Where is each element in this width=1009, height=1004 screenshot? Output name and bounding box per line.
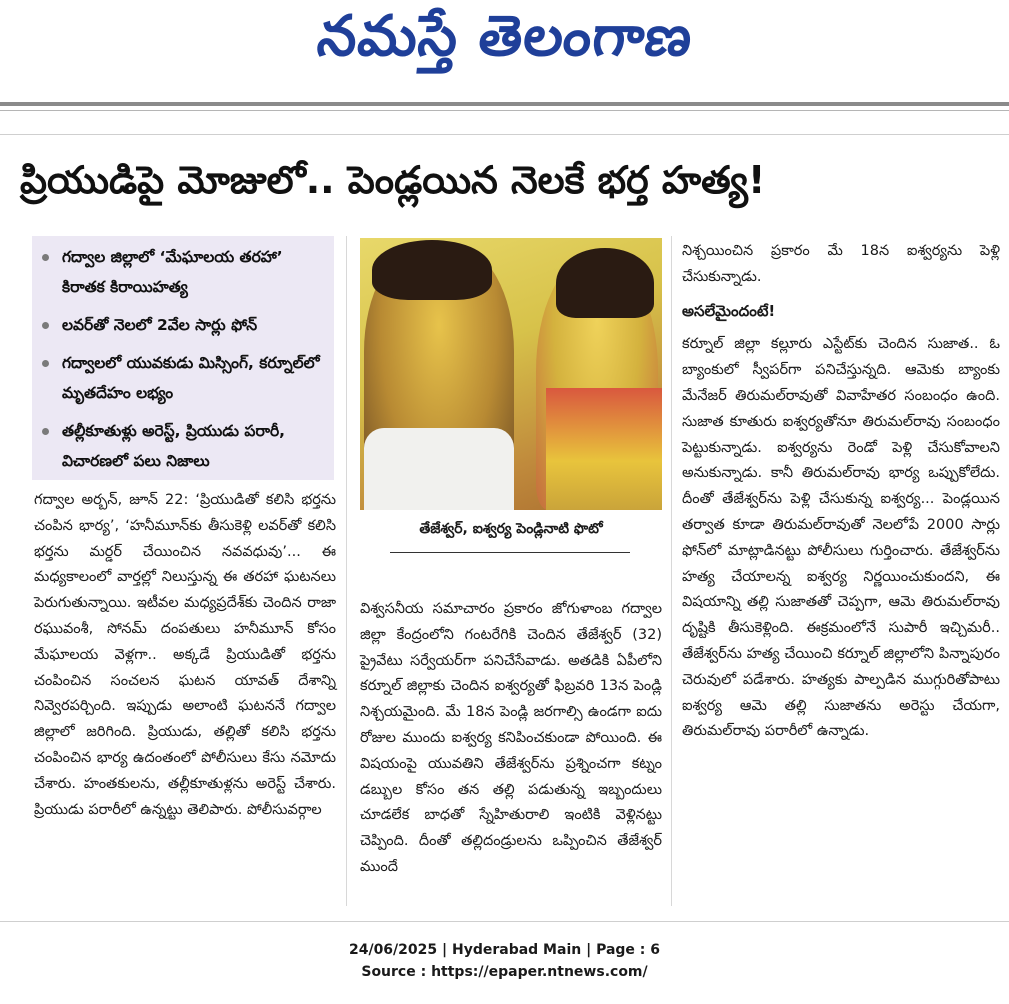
article-column-3 (682, 239, 1000, 753)
article-column-1 (34, 488, 336, 831)
bullet-icon (42, 360, 49, 367)
highlights-box (32, 236, 334, 480)
photo-detail (364, 428, 514, 510)
bullet-icon (42, 254, 49, 261)
article-headline: ప్రియుడిపై మోజులో.. పెండ్లయిన నెలకే భర్త హత్య! (20, 158, 766, 202)
paragraph: గద్వాల అర్బన్, జూన్ 22: ‘ప్రియుడితో కలిసి భర్తను చంపిన భార్య’, ‘హనీమూన్‌కు తీసుకెళ్లి లవర్‌తో కలిసి భర్తను మర్డర్ చేయించిన నవవధువు’... ఈ మధ్యకాలంలో వార్తల్లో నిలుస్తున్న ఈ తరహా ఘటనలు పెరుగుతున్నాయి. ఇటీవల మధ్యప్రదేశ్‌కు చెందిన రాజా రఘువంశీ, సోనమ్ దంపతులు హనీమూన్ కోసం మేఘాలయ వెళ్లగా.. అక్కడే ప్రియుడితో భర్తను చంపించిన సంచలన ఘటన యావత్ దేశాన్ని నివ్వెరపర్చింది. ఇప్పుడు అలాంటి ఘటననే గద్వాల జిల్లాలో జరిగింది. ప్రియుడు, తల్లితో కలిసి భర్తను చంపించిన భార్య ఉదంతంలో పోలీసులు కేసు నమోదు చేశారు. హంతకులను, తల్లీకూతుళ్లను అరెస్ట్ చేశారు. ప్రియుడు పరారీలో ఉన్నట్టు తెలిపారు. పోలీసువర్గాల (34, 492, 336, 818)
bullet-icon (42, 428, 49, 435)
photo-detail (556, 248, 654, 318)
footer-divider (0, 921, 1009, 922)
masthead-divider-thin (0, 110, 1009, 111)
caption-underline (390, 552, 630, 553)
paragraph: నిశ్చయించిన ప్రకారం మే 18న ఐశ్వర్యను పెళ్లి చేసుకున్నాడు. (682, 243, 1000, 285)
column-divider (346, 236, 347, 906)
highlight-item (42, 416, 326, 476)
masthead (0, 0, 1009, 86)
couple-photo (360, 238, 662, 510)
photo-detail (372, 240, 492, 300)
bullet-icon (42, 322, 49, 329)
paragraph: విశ్వసనీయ సమాచారం ప్రకారం జోగుళాంబ గద్వాల జిల్లా కేంద్రంలోని గంటరేగికి చెందిన తేజేశ్వర్ (32) ప్రైవేటు సర్వేయర్‌గా పనిచేసేవాడు. అతడికి ఏపీలోని కర్నూల్ జిల్లాకు చెందిన ఐశ్వర్యతో ఫిబ్రవరి 13న పెండ్లి నిశ్చయమైంది. మే 18న పెండ్లి జరగాల్సి ఉండగా ఐదు రోజుల ముందు ఐశ్వర్య కనిపించకుండా పోయింది. ఈ విషయంపై యువతిని తేజేశ్వర్‌ను ప్రశ్నించగా కట్నం డబ్బుల కోసం తన తల్లి పడుతున్న ఇబ్బందులు చూడలేక బాధతో స్నేహితురాలి ఇంటికి వెళ్లినట్టు చెప్పింది. దీంతో తల్లిదండ్రులను ఒప్పించిన తేజేశ్వర్ ముందే (360, 601, 662, 875)
masthead-divider (0, 102, 1009, 106)
article-column-2 (360, 597, 662, 889)
footer-source: Source : https://epaper.ntnews.com/ (361, 964, 648, 980)
highlight-text: తల్లీకూతుళ్లు అరెస్ట్, ప్రియుడు పరారీ, విచారణలో పలు నిజాలు (62, 422, 286, 470)
subheading: అసలేమైందంటే! (682, 301, 776, 320)
section-divider (0, 134, 1009, 135)
paragraph: కర్నూల్ జిల్లా కల్లూరు ఎస్టేట్‌కు చెందిన సుజాత.. ఓ బ్యాంకులో స్వీపర్‌గా పనిచేస్తున్నది. ఆమెకు బ్యాంకు మేనేజర్ తిరుమల్‌రావుతో వివాహేతర సంబంధం ఉంది. సుజాత కూతురు ఐశ్వర్యతోనూ తిరుమల్‌రావు సంబంధం పెట్టుకున్నాడు. ఐశ్వర్యను రెండో పెళ్లి చేసుకోవాలని అనుకున్నాడు. కానీ తిరుమల్‌రావు భార్య ఒప్పుకోలేదు. దీంతో తేజేశ్వర్‌ను పెళ్లి చేసుకున్న ఐశ్వర్య... పెండ్లయిన తర్వాత కూడా తిరుమల్‌రావుతో నెలలోపే 2000 సార్లు ఫోన్‌లో మాట్లాడినట్టు పోలీసులు గుర్తించారు. తేజేశ్వర్‌ను హత్య చేయాలన్న ఐశ్వర్య నిర్ణయించుకుందని, ఈ విషయాన్ని తల్లి సుజాతతో చెప్పగా, ఆమె తిరుమల్‌రావు దృష్టికి తీసుకెళ్లింది. ఈక్రమంలోనే సుపారీ ఇచ్చిమరీ.. తేజేశ్వర్‌ను హత్య చేయించి కర్నూల్ జిల్లాలోని పిన్నాపురం చెరువులో పడేశారు. హత్యకు పాల్పడిన ముగ్గురితోపాటు ఐశ్వర్య ఆమె తల్లి సుజాతను అరెస్టు చేయగా, తిరుమల్‌రావు పరారీలో ఉన్నాడు. (682, 336, 1000, 740)
column-divider (671, 236, 672, 906)
photo-detail (546, 388, 662, 510)
highlight-item (42, 310, 326, 340)
footer-date-edition: 24/06/2025 | Hyderabad Main | Page : 6 (348, 942, 661, 958)
highlight-text: గద్వాల జిల్లాలో ‘మేఘాలయ తరహా’ కిరాతక కిరాయిహత్య (62, 248, 283, 296)
highlight-item (42, 348, 326, 408)
highlight-item (42, 242, 326, 302)
highlight-text: గద్వాలలో యువకుడు మిస్సింగ్, కర్నూల్‌లో మృతదేహం లభ్యం (62, 354, 320, 402)
highlight-text: లవర్‌తో నెలలో 2వేల సార్లు ఫోన్ (62, 316, 258, 334)
photo-caption: తేజేశ్వర్, ఐశ్వర్య పెండ్లినాటి ఫొటో (419, 521, 603, 537)
newspaper-title: నమస్తే తెలంగాణ (314, 3, 697, 69)
